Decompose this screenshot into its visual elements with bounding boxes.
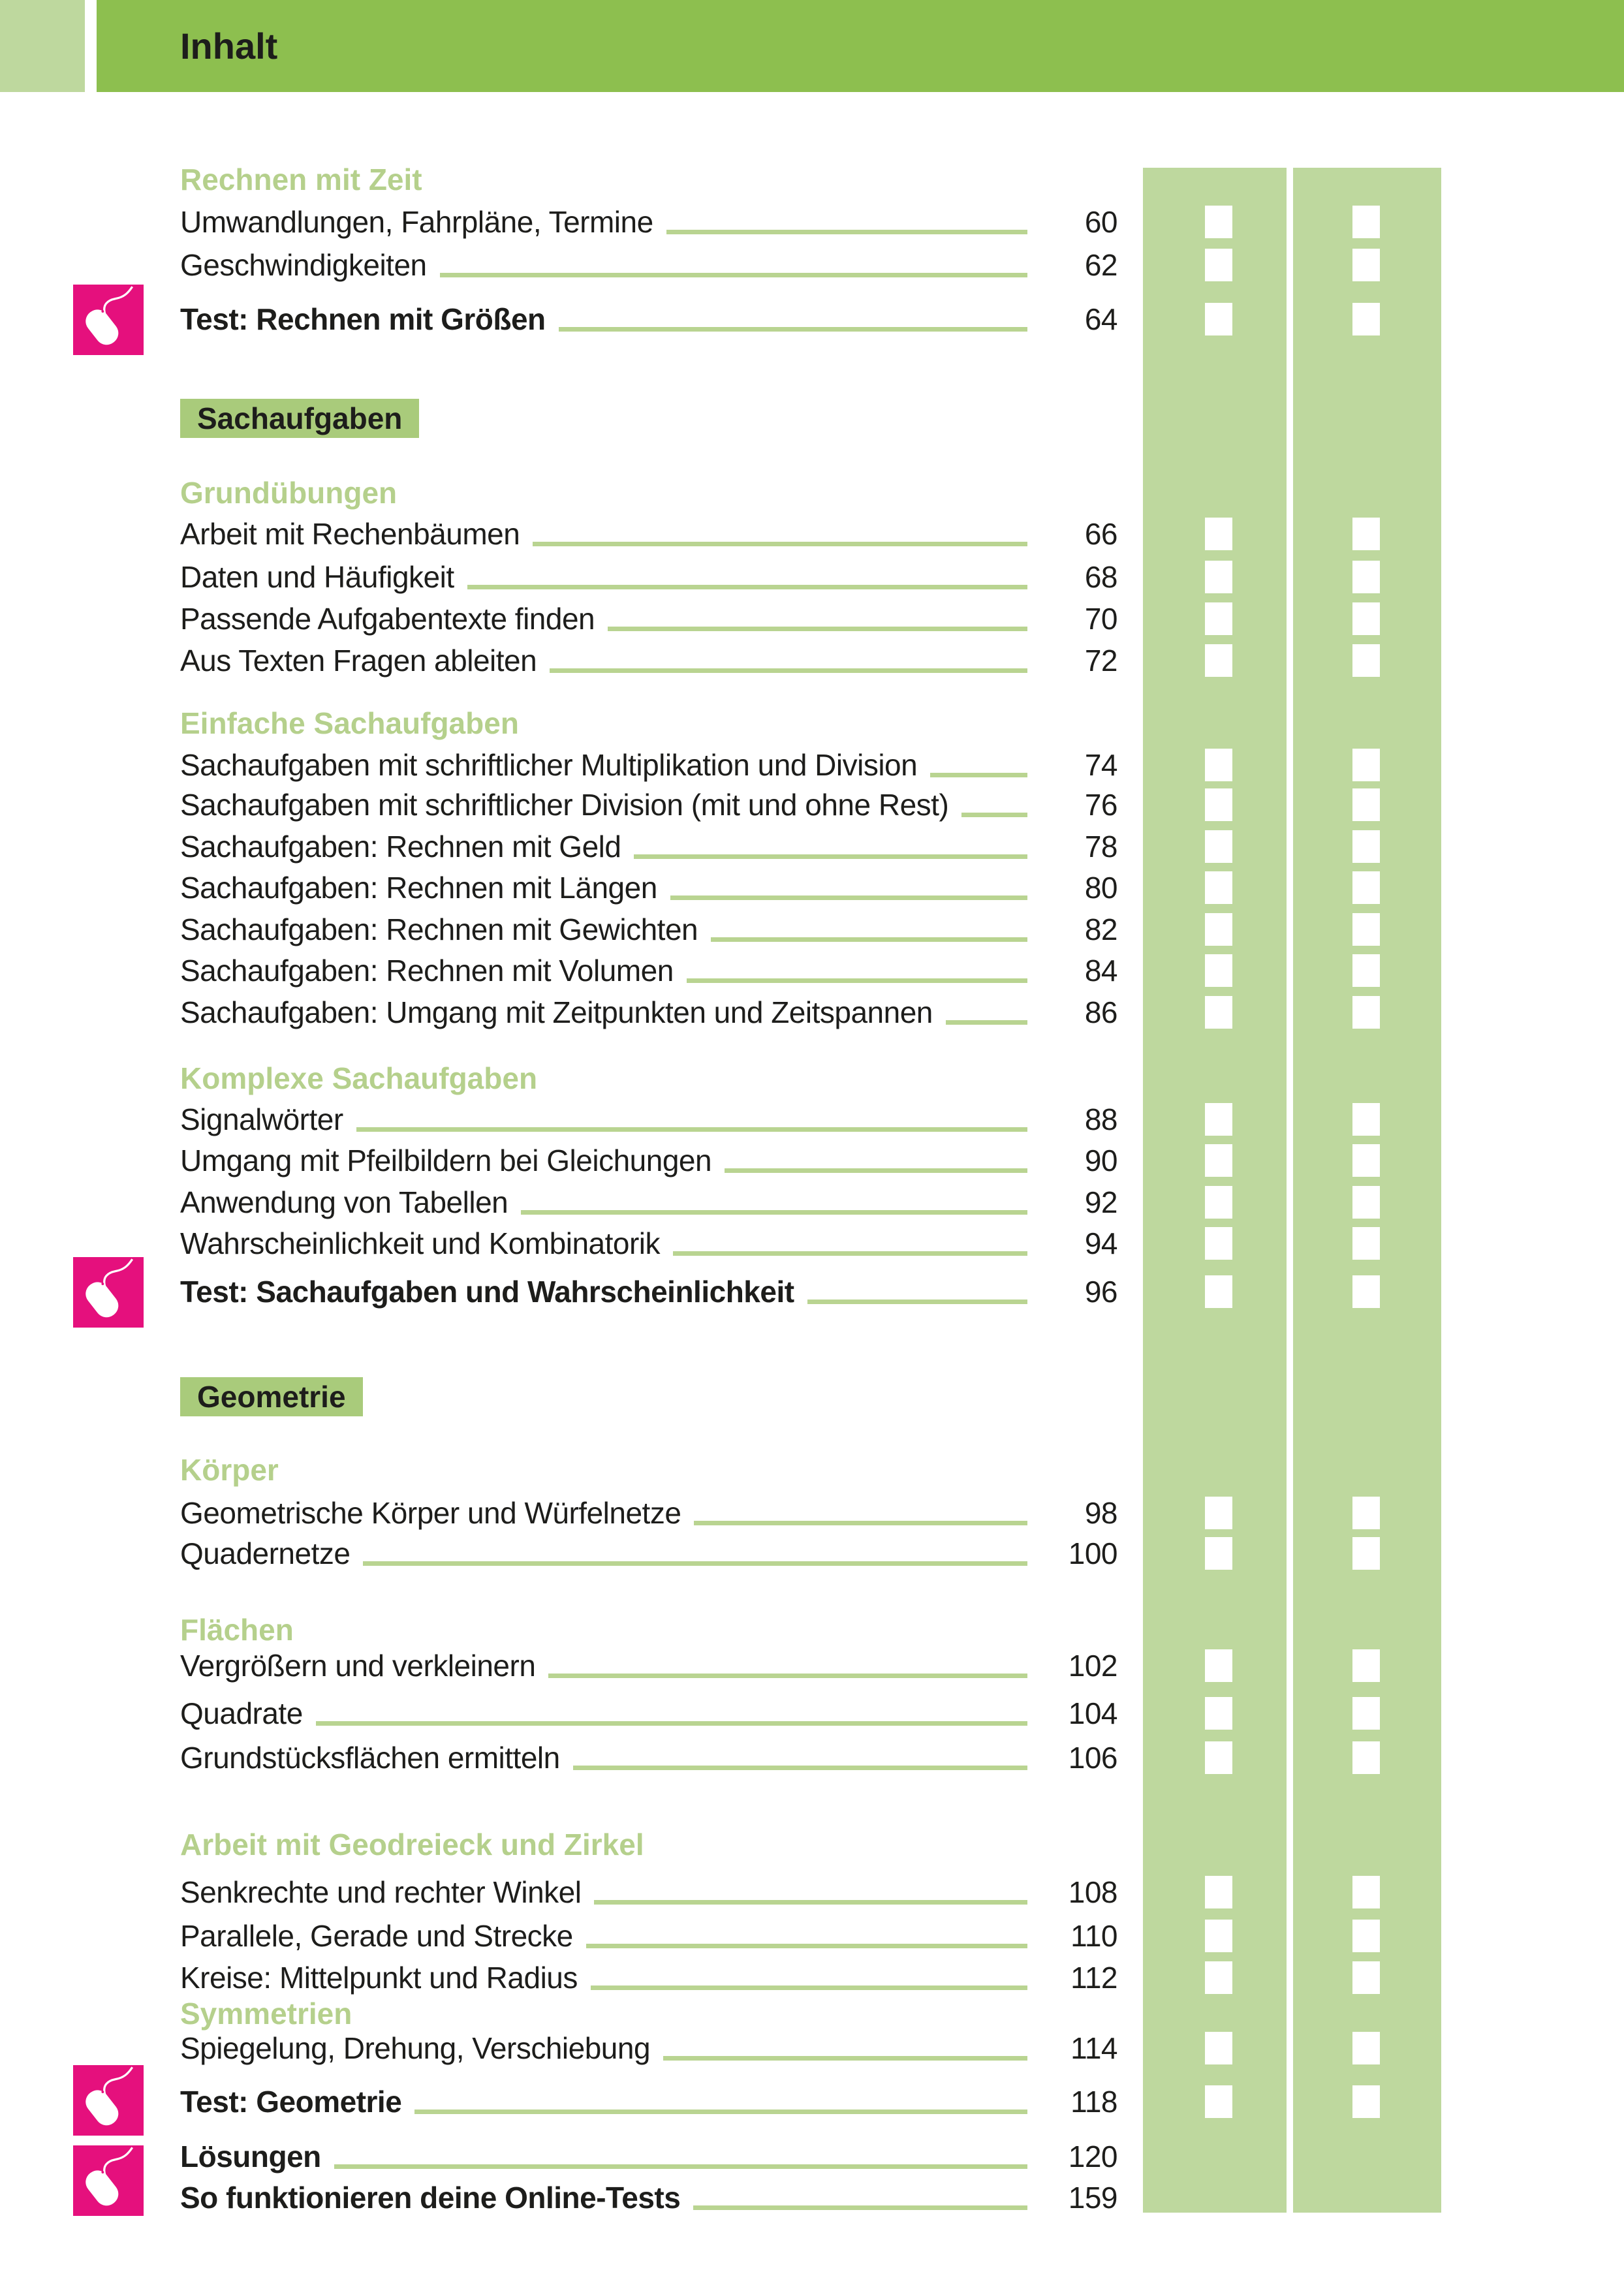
practice-checkbox-2[interactable]	[1352, 749, 1380, 781]
leader-line	[693, 2205, 1027, 2210]
practice-checkbox-1[interactable]	[1205, 749, 1232, 781]
page-number: 78	[1084, 830, 1117, 864]
toc-item-label: Sachaufgaben mit schriftlicher Division (mit und ohne Rest)	[180, 788, 949, 822]
leader-line	[550, 668, 1027, 673]
practice-checkbox-1[interactable]	[1205, 954, 1232, 987]
practice-checkbox-1[interactable]	[1205, 1275, 1232, 1308]
toc-item-label: Quadrate	[180, 1696, 303, 1730]
section-heading-rechnen-mit-zeit: Rechnen mit Zeit	[180, 163, 422, 196]
toc-item-label: Lösungen	[180, 2140, 321, 2173]
practice-checkbox-1[interactable]	[1205, 913, 1232, 946]
toc-item	[180, 1491, 1117, 1534]
toc-item-label: Umgang mit Pfeilbildern bei Gleichungen	[180, 1144, 712, 1177]
practice-checkbox-1[interactable]	[1205, 206, 1232, 238]
page-number: 118	[1070, 2085, 1117, 2119]
page-number: 86	[1084, 995, 1117, 1029]
page-number: 100	[1068, 1536, 1117, 1570]
practice-checkbox-1[interactable]	[1205, 996, 1232, 1029]
practice-checkbox-2[interactable]	[1352, 913, 1380, 946]
leader-line	[334, 2164, 1027, 2169]
toc-item	[180, 949, 1117, 992]
header-band	[97, 0, 1624, 92]
practice-checkbox-2[interactable]	[1352, 1186, 1380, 1219]
toc-item-label: Test: Sachaufgaben und Wahrscheinlichkeit	[180, 1275, 794, 1309]
page-number: 106	[1068, 1741, 1117, 1775]
toc-item-test	[180, 298, 1117, 341]
page-number: 74	[1084, 748, 1117, 782]
toc-item	[180, 991, 1117, 1034]
toc-item-label: Geometrische Körper und Würfelnetze	[180, 1496, 681, 1530]
toc-item-label: Quadernetze	[180, 1536, 351, 1570]
toc-item-label: Arbeit mit Rechenbäumen	[180, 517, 520, 551]
toc-item-label: Sachaufgaben mit schriftlicher Multiplikation und Division	[180, 748, 918, 782]
practice-checkbox-1[interactable]	[1205, 830, 1232, 863]
page-number: 62	[1084, 248, 1117, 282]
page-number: 94	[1084, 1226, 1117, 1260]
toc-item-label: Sachaufgaben: Rechnen mit Längen	[180, 871, 657, 905]
leader-line	[467, 585, 1027, 589]
page-number: 68	[1084, 560, 1117, 594]
practice-checkbox-1[interactable]	[1205, 644, 1232, 677]
practice-checkbox-1[interactable]	[1205, 1227, 1232, 1260]
page-number: 110	[1070, 1919, 1117, 1953]
leader-line	[608, 627, 1027, 631]
leader-line	[946, 1020, 1027, 1025]
practice-checkbox-1[interactable]	[1205, 2032, 1232, 2064]
mouse-icon	[73, 2145, 144, 2216]
page-number: 104	[1068, 1696, 1117, 1730]
page-number: 120	[1068, 2140, 1117, 2173]
toc-item	[180, 743, 1117, 786]
practice-checkbox-1[interactable]	[1205, 249, 1232, 281]
toc-item	[180, 1098, 1117, 1141]
page-number: 108	[1068, 1875, 1117, 1909]
practice-checkbox-1[interactable]	[1205, 1961, 1232, 1994]
mouse-icon	[73, 1257, 144, 1328]
practice-checkbox-1[interactable]	[1205, 1920, 1232, 1952]
practice-checkbox-2[interactable]	[1352, 1961, 1380, 1994]
practice-checkbox-2[interactable]	[1352, 561, 1380, 593]
section-heading-koerper: Körper	[180, 1453, 279, 1487]
page-number: 92	[1084, 1185, 1117, 1219]
leader-line	[961, 813, 1027, 817]
toc-item	[180, 597, 1117, 640]
mouse-icon	[73, 2065, 144, 2136]
page-number: 102	[1068, 1649, 1117, 1683]
toc-item-label: Aus Texten Fragen ableiten	[180, 644, 537, 677]
practice-checkbox-1[interactable]	[1205, 1537, 1232, 1570]
toc-item-test	[180, 2080, 1117, 2123]
page-number: 66	[1084, 517, 1117, 551]
leader-line	[363, 1561, 1027, 1566]
page-number: 98	[1084, 1496, 1117, 1530]
page-number: 88	[1084, 1102, 1117, 1136]
toc-item	[180, 1532, 1117, 1575]
practice-checkbox-1[interactable]	[1205, 871, 1232, 904]
online-test-tile	[73, 2145, 144, 2216]
practice-checkbox-1[interactable]	[1205, 1103, 1232, 1136]
toc-item-label: Spiegelung, Drehung, Verschiebung	[180, 2031, 651, 2065]
practice-checkbox-2[interactable]	[1352, 954, 1380, 987]
toc-item	[180, 783, 1117, 826]
toc-item-label: Sachaufgaben: Rechnen mit Volumen	[180, 954, 674, 988]
practice-checkbox-2[interactable]	[1352, 303, 1380, 335]
page-corner-tab	[0, 0, 85, 92]
practice-checkbox-2[interactable]	[1352, 1876, 1380, 1908]
toc-item-label: Test: Geometrie	[180, 2085, 402, 2119]
leader-line	[634, 854, 1027, 859]
page-number: 96	[1084, 1275, 1117, 1309]
chapter-box-geometrie: Geometrie	[180, 1377, 363, 1416]
online-test-tile	[73, 285, 144, 355]
section-heading-flaechen: Flächen	[180, 1613, 294, 1647]
practice-checkbox-2[interactable]	[1352, 1103, 1380, 1136]
leader-line	[663, 2056, 1027, 2061]
toc-item	[180, 908, 1117, 951]
toc-item-label: Sachaufgaben: Rechnen mit Geld	[180, 830, 621, 864]
leader-line	[591, 1985, 1027, 1990]
section-heading-geodreieck-zirkel: Arbeit mit Geodreieck und Zirkel	[180, 1828, 644, 1861]
toc-item-label: Umwandlungen, Fahrpläne, Termine	[180, 205, 653, 239]
page-number: 64	[1084, 302, 1117, 336]
toc-item-label: Signalwörter	[180, 1102, 343, 1136]
practice-checkbox-2[interactable]	[1352, 830, 1380, 863]
practice-checkbox-1[interactable]	[1205, 1741, 1232, 1774]
toc-item-label: So funktionieren deine Online-Tests	[180, 2181, 681, 2215]
practice-checkbox-1[interactable]	[1205, 602, 1232, 635]
leader-line	[711, 937, 1027, 942]
page-number: 84	[1084, 954, 1117, 988]
toc-item-label: Wahrscheinlichkeit und Kombinatorik	[180, 1226, 661, 1260]
practice-checkbox-2[interactable]	[1352, 644, 1380, 677]
toc-item-online-tests	[180, 2176, 1117, 2219]
leader-line	[533, 542, 1027, 546]
practice-checkbox-2[interactable]	[1352, 996, 1380, 1029]
practice-checkbox-2[interactable]	[1352, 1497, 1380, 1529]
toc-item	[180, 825, 1117, 868]
practice-checkbox-2[interactable]	[1352, 1741, 1380, 1774]
toc-item-loesungen	[180, 2135, 1117, 2178]
practice-checkbox-2[interactable]	[1352, 788, 1380, 821]
online-test-tile	[73, 1257, 144, 1328]
practice-checkbox-1[interactable]	[1205, 561, 1232, 593]
toc-item	[180, 1736, 1117, 1779]
section-heading-komplexe-sachaufgaben: Komplexe Sachaufgaben	[180, 1061, 538, 1095]
practice-checkbox-1[interactable]	[1205, 1876, 1232, 1908]
toc-item-label: Geschwindigkeiten	[180, 248, 427, 282]
page-number: 76	[1084, 788, 1117, 822]
toc-item-label: Grundstücksflächen ermitteln	[180, 1741, 560, 1775]
practice-checkbox-2[interactable]	[1352, 1275, 1380, 1308]
toc-item	[180, 1222, 1117, 1265]
practice-checkbox-2[interactable]	[1352, 1144, 1380, 1177]
section-heading-symmetrien: Symmetrien	[180, 1997, 352, 2031]
page-number: 60	[1084, 205, 1117, 239]
toc-item-label: Parallele, Gerade und Strecke	[180, 1919, 573, 1953]
practice-checkbox-2[interactable]	[1352, 206, 1380, 238]
toc-item	[180, 1692, 1117, 1735]
leader-line	[725, 1168, 1027, 1173]
toc-item-label: Anwendung von Tabellen	[180, 1185, 508, 1219]
online-test-tile	[73, 2065, 144, 2136]
leader-line	[356, 1127, 1027, 1132]
leader-line	[440, 273, 1027, 277]
leader-line	[694, 1521, 1027, 1525]
practice-checkbox-2[interactable]	[1352, 2085, 1380, 2118]
leader-line	[559, 327, 1027, 332]
practice-checkbox-2[interactable]	[1352, 518, 1380, 550]
practice-checkbox-2[interactable]	[1352, 249, 1380, 281]
page-number: 82	[1084, 912, 1117, 946]
page-number: 70	[1084, 602, 1117, 636]
practice-checkbox-1[interactable]	[1205, 788, 1232, 821]
toc-item	[180, 1644, 1117, 1687]
toc-item-test	[180, 1270, 1117, 1313]
leader-line	[673, 1251, 1027, 1256]
toc-item-label: Sachaufgaben: Rechnen mit Gewichten	[180, 912, 698, 946]
toc-item	[180, 2027, 1117, 2070]
practice-checkbox-1[interactable]	[1205, 2085, 1232, 2118]
toc-item	[180, 555, 1117, 599]
practice-checkbox-2[interactable]	[1352, 1649, 1380, 1682]
page-number: 72	[1084, 644, 1117, 677]
toc-item-label: Test: Rechnen mit Größen	[180, 302, 546, 336]
leader-line	[666, 230, 1027, 234]
chapter-box-sachaufgaben: Sachaufgaben	[180, 399, 419, 438]
practice-checkbox-1[interactable]	[1205, 1497, 1232, 1529]
toc-item	[180, 1139, 1117, 1182]
page-number: 80	[1084, 871, 1117, 905]
practice-checkbox-2[interactable]	[1352, 602, 1380, 635]
practice-checkbox-1[interactable]	[1205, 1144, 1232, 1177]
practice-checkbox-2[interactable]	[1352, 1537, 1380, 1570]
toc-item-label: Passende Aufgabentexte finden	[180, 602, 595, 636]
toc-item-label: Kreise: Mittelpunkt und Radius	[180, 1961, 578, 1995]
leader-line	[548, 1674, 1027, 1678]
page-number: 90	[1084, 1144, 1117, 1177]
toc-item	[180, 512, 1117, 555]
page-title: Inhalt	[180, 25, 278, 67]
toc-item	[180, 1181, 1117, 1224]
practice-checkbox-1[interactable]	[1205, 518, 1232, 550]
leader-line	[316, 1721, 1027, 1726]
practice-checkbox-1[interactable]	[1205, 303, 1232, 335]
practice-checkbox-1[interactable]	[1205, 1186, 1232, 1219]
section-heading-grunduebungen: Grundübungen	[180, 476, 398, 510]
toc-item-label: Senkrechte und rechter Winkel	[180, 1875, 582, 1909]
toc-item	[180, 243, 1117, 287]
practice-checkbox-1[interactable]	[1205, 1697, 1232, 1730]
leader-line	[594, 1900, 1027, 1905]
practice-checkbox-2[interactable]	[1352, 871, 1380, 904]
leader-line	[414, 2110, 1027, 2114]
leader-line	[521, 1210, 1027, 1215]
leader-line	[930, 773, 1027, 777]
toc-item	[180, 1914, 1117, 1957]
mouse-icon	[73, 285, 144, 355]
page-number: 114	[1070, 2031, 1117, 2065]
page-number: 112	[1070, 1961, 1117, 1995]
toc-item-label: Vergrößern und verkleinern	[180, 1649, 536, 1683]
practice-checkbox-2[interactable]	[1352, 1227, 1380, 1260]
leader-line	[687, 978, 1027, 983]
practice-checkbox-2[interactable]	[1352, 1920, 1380, 1952]
toc-item	[180, 1871, 1117, 1914]
page-number: 159	[1068, 2181, 1117, 2215]
leader-line	[586, 1944, 1027, 1948]
practice-checkbox-2[interactable]	[1352, 1697, 1380, 1730]
practice-checkbox-2[interactable]	[1352, 2032, 1380, 2064]
leader-line	[807, 1300, 1027, 1304]
leader-line	[670, 895, 1027, 900]
toc-item	[180, 866, 1117, 909]
toc-item	[180, 200, 1117, 243]
section-heading-einfache-sachaufgaben: Einfache Sachaufgaben	[180, 706, 519, 740]
toc-item-label: Sachaufgaben: Umgang mit Zeitpunkten und Zeitspannen	[180, 995, 933, 1029]
toc-item	[180, 639, 1117, 682]
toc-item-label: Daten und Häufigkeit	[180, 560, 454, 594]
leader-line	[573, 1766, 1027, 1770]
practice-checkbox-1[interactable]	[1205, 1649, 1232, 1682]
